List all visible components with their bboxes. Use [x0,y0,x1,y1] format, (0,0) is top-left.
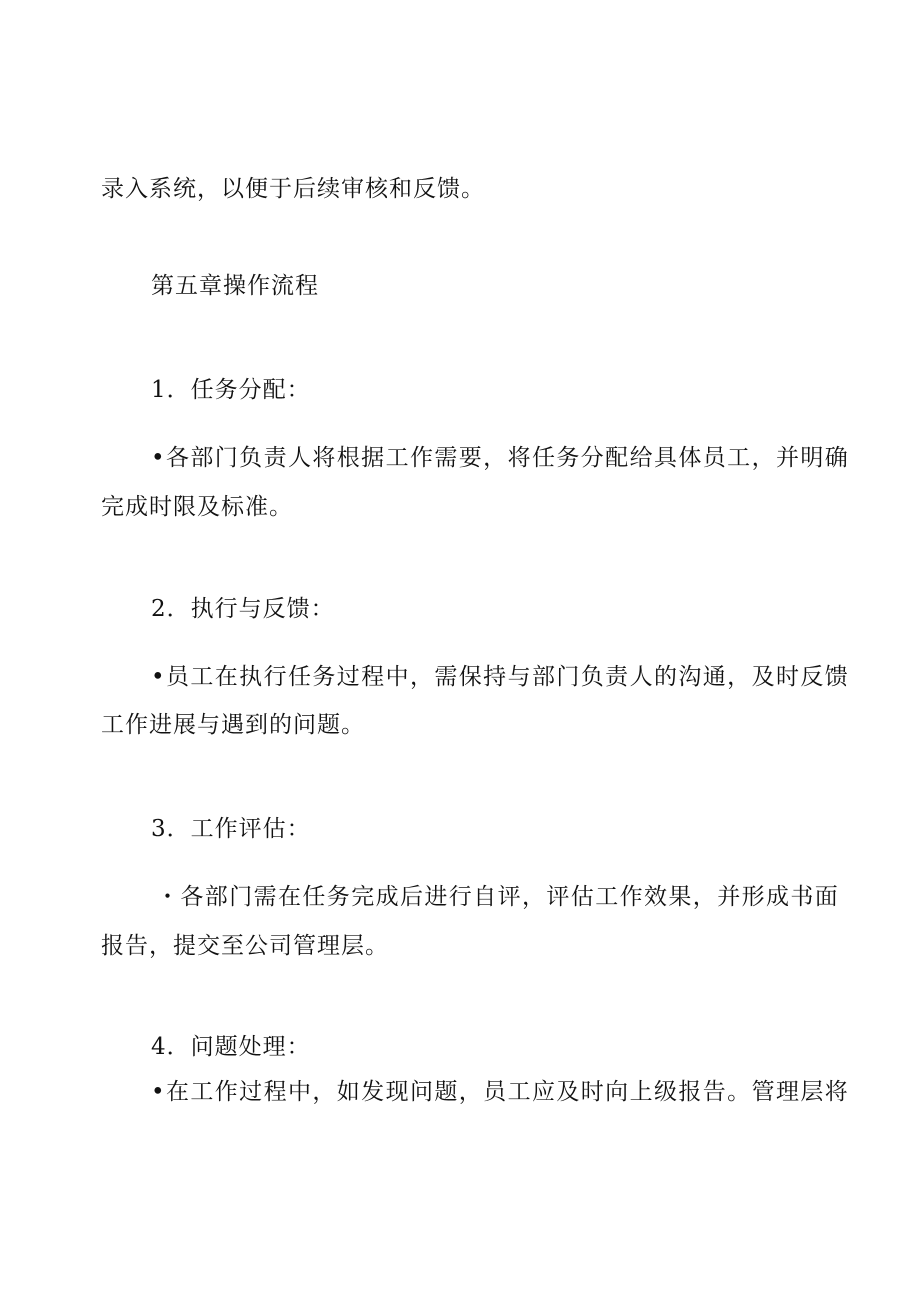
section-heading-work-evaluation: 3．工作评估： [151,816,311,842]
paragraph-continuation: 录入系统，以便于后续审核和反馈。 [101,176,485,202]
bullet-paragraph-line: 完成时限及标准。 [101,494,293,520]
bullet-paragraph-line: •在工作过程中，如发现问题，员工应及时向上级报告。管理层将 [151,1079,850,1105]
bullet-paragraph-line: 工作进展与遇到的问题。 [101,712,365,738]
section-heading-problem-handling: 4．问题处理： [151,1034,311,1060]
chapter-heading: 第五章操作流程 [151,273,319,299]
bullet-paragraph-line: •员工在执行任务过程中，需保持与部门负责人的沟通，及时反馈 [151,664,850,690]
section-heading-task-assignment: 1．任务分配： [151,377,311,403]
bullet-paragraph-line: ・各部门需在任务完成后进行自评，评估工作效果，并形成书面 [156,884,840,910]
bullet-paragraph-line: 报告，提交至公司管理层。 [101,933,389,959]
bullet-paragraph-line: •各部门负责人将根据工作需要，将任务分配给具体员工，并明确 [151,445,850,471]
section-heading-execution-feedback: 2．执行与反馈： [151,596,335,622]
